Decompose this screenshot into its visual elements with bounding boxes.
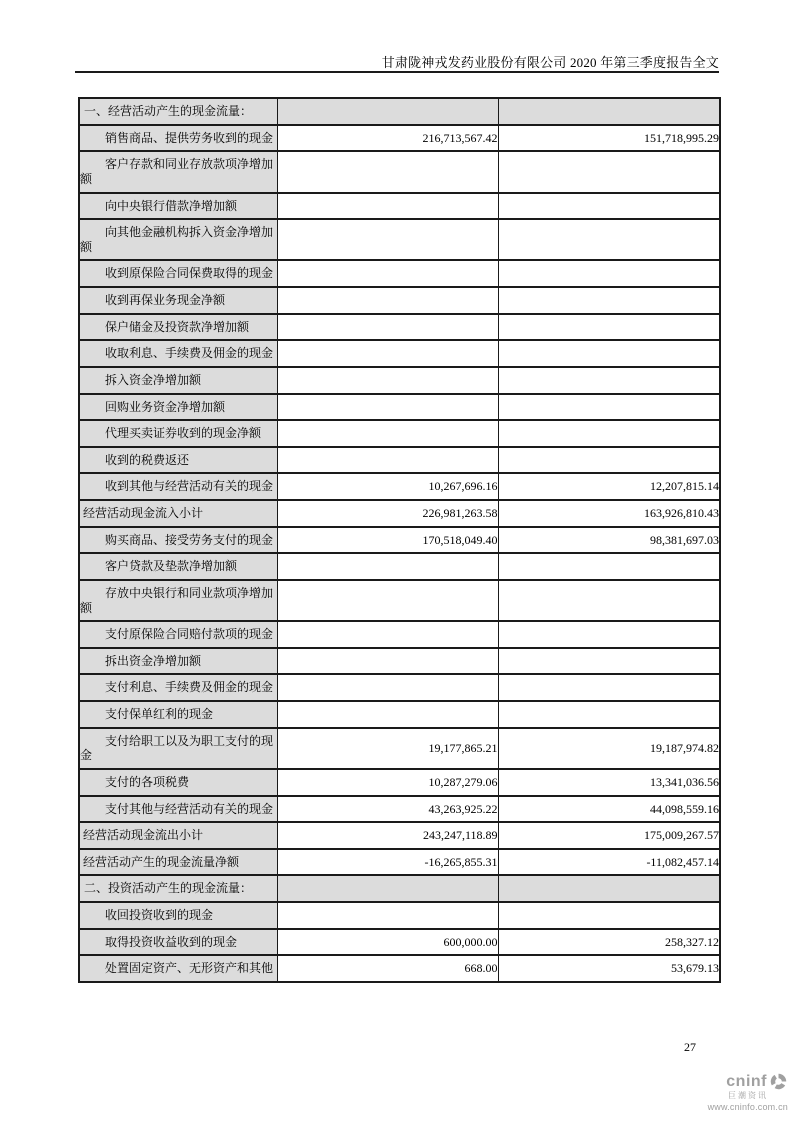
row-label: 代理买卖证券收到的现金净额	[79, 420, 277, 447]
table-row	[79, 822, 720, 849]
table-row	[79, 769, 720, 796]
row-label: 处置固定资产、无形资产和其他	[79, 955, 277, 982]
table-row	[79, 875, 720, 902]
row-label: 客户存款和同业存放款项净增加额	[79, 151, 277, 192]
row-label: 拆入资金净增加额	[79, 367, 277, 394]
table-row	[79, 367, 720, 394]
prior-period-value: 175,009,267.57	[498, 822, 720, 849]
prior-period-value	[498, 193, 720, 220]
current-period-value: 170,518,049.40	[277, 527, 498, 554]
row-label: 支付给职工以及为职工支付的现金	[79, 728, 277, 769]
table-row	[79, 394, 720, 421]
prior-period-value	[498, 701, 720, 728]
cninfo-website: www.cninfo.com.cn	[707, 1102, 788, 1112]
row-label: 向中央银行借款净增加额	[79, 193, 277, 220]
cash-flow-table-body	[79, 98, 720, 982]
current-period-value	[277, 447, 498, 474]
cash-flow-table	[78, 97, 721, 983]
current-period-value: 243,247,118.89	[277, 822, 498, 849]
current-period-value: 10,267,696.16	[277, 473, 498, 500]
prior-period-value: -11,082,457.14	[498, 849, 720, 876]
table-row	[79, 580, 720, 621]
row-label: 支付其他与经营活动有关的现金	[79, 796, 277, 823]
table-row	[79, 621, 720, 648]
prior-period-value: 19,187,974.82	[498, 728, 720, 769]
prior-period-value	[498, 447, 720, 474]
prior-period-value	[498, 580, 720, 621]
row-label: 支付的各项税费	[79, 769, 277, 796]
table-row	[79, 500, 720, 527]
table-row	[79, 796, 720, 823]
table-row	[79, 527, 720, 554]
current-period-value: -16,265,855.31	[277, 849, 498, 876]
row-label: 经营活动产生的现金流量净额	[79, 849, 277, 876]
prior-period-value: 53,679.13	[498, 955, 720, 982]
prior-period-value	[498, 420, 720, 447]
row-label: 支付利息、手续费及佣金的现金	[79, 674, 277, 701]
prior-period-value	[498, 674, 720, 701]
current-period-value: 10,287,279.06	[277, 769, 498, 796]
row-label: 收到其他与经营活动有关的现金	[79, 473, 277, 500]
current-period-value	[277, 701, 498, 728]
table-row	[79, 193, 720, 220]
row-label: 保户储金及投资款净增加额	[79, 314, 277, 341]
table-row	[79, 849, 720, 876]
prior-period-value: 44,098,559.16	[498, 796, 720, 823]
prior-period-value	[498, 151, 720, 192]
page-header-title: 甘肃陇神戎发药业股份有限公司 2020 年第三季度报告全文	[381, 55, 719, 70]
cash-flow-statement	[78, 97, 719, 983]
table-row	[79, 955, 720, 982]
row-label: 拆出资金净增加额	[79, 648, 277, 675]
table-row	[79, 648, 720, 675]
prior-period-value	[498, 98, 720, 125]
table-row	[79, 287, 720, 314]
prior-period-value	[498, 287, 720, 314]
current-period-value	[277, 648, 498, 675]
table-row	[79, 219, 720, 260]
prior-period-value	[498, 875, 720, 902]
row-label: 收到的税费返还	[79, 447, 277, 474]
row-label: 收取利息、手续费及佣金的现金	[79, 340, 277, 367]
table-row	[79, 929, 720, 956]
row-label: 收到原保险合同保费取得的现金	[79, 260, 277, 287]
table-row	[79, 553, 720, 580]
current-period-value: 216,713,567.42	[277, 125, 498, 152]
row-label: 收回投资收到的现金	[79, 902, 277, 929]
table-row	[79, 151, 720, 192]
table-row	[79, 314, 720, 341]
table-row	[79, 420, 720, 447]
prior-period-value: 151,718,995.29	[498, 125, 720, 152]
table-row	[79, 674, 720, 701]
table-row	[79, 728, 720, 769]
row-label: 销售商品、提供劳务收到的现金	[79, 125, 277, 152]
current-period-value	[277, 902, 498, 929]
row-label: 支付保单红利的现金	[79, 701, 277, 728]
cninfo-logo	[688, 1072, 788, 1112]
header-rule	[75, 71, 719, 73]
row-label: 一、经营活动产生的现金流量：	[79, 98, 277, 125]
row-label: 二、投资活动产生的现金流量：	[79, 875, 277, 902]
table-row	[79, 340, 720, 367]
current-period-value	[277, 580, 498, 621]
current-period-value	[277, 98, 498, 125]
current-period-value: 19,177,865.21	[277, 728, 498, 769]
table-row	[79, 125, 720, 152]
row-label: 经营活动现金流入小计	[79, 500, 277, 527]
page-number: 27	[684, 1040, 696, 1054]
prior-period-value	[498, 314, 720, 341]
prior-period-value	[498, 902, 720, 929]
row-label: 取得投资收益收到的现金	[79, 929, 277, 956]
prior-period-value	[498, 340, 720, 367]
current-period-value	[277, 193, 498, 220]
current-period-value	[277, 340, 498, 367]
table-row	[79, 98, 720, 125]
prior-period-value	[498, 394, 720, 421]
current-period-value: 600,000.00	[277, 929, 498, 956]
row-label: 经营活动现金流出小计	[79, 822, 277, 849]
table-row	[79, 260, 720, 287]
prior-period-value: 258,327.12	[498, 929, 720, 956]
prior-period-value	[498, 219, 720, 260]
prior-period-value	[498, 260, 720, 287]
current-period-value	[277, 621, 498, 648]
current-period-value	[277, 553, 498, 580]
table-row	[79, 701, 720, 728]
current-period-value	[277, 314, 498, 341]
current-period-value: 668.00	[277, 955, 498, 982]
row-label: 存放中央银行和同业款项净增加额	[79, 580, 277, 621]
current-period-value	[277, 260, 498, 287]
cninfo-brand-text: cninf	[726, 1072, 767, 1090]
row-label: 回购业务资金净增加额	[79, 394, 277, 421]
prior-period-value	[498, 553, 720, 580]
current-period-value	[277, 367, 498, 394]
current-period-value	[277, 875, 498, 902]
table-row	[79, 902, 720, 929]
cninfo-chinese-name: 巨潮资讯	[728, 1091, 768, 1100]
prior-period-value: 12,207,815.14	[498, 473, 720, 500]
prior-period-value	[498, 621, 720, 648]
cninfo-swirl-icon	[769, 1072, 788, 1091]
table-row	[79, 447, 720, 474]
prior-period-value: 163,926,810.43	[498, 500, 720, 527]
current-period-value: 226,981,263.58	[277, 500, 498, 527]
prior-period-value: 98,381,697.03	[498, 527, 720, 554]
row-label: 收到再保业务现金净额	[79, 287, 277, 314]
current-period-value: 43,263,925.22	[277, 796, 498, 823]
table-row	[79, 473, 720, 500]
prior-period-value	[498, 648, 720, 675]
current-period-value	[277, 287, 498, 314]
prior-period-value: 13,341,036.56	[498, 769, 720, 796]
prior-period-value	[498, 367, 720, 394]
row-label: 客户贷款及垫款净增加额	[79, 553, 277, 580]
current-period-value	[277, 219, 498, 260]
current-period-value	[277, 674, 498, 701]
row-label: 购买商品、接受劳务支付的现金	[79, 527, 277, 554]
current-period-value	[277, 151, 498, 192]
row-label: 支付原保险合同赔付款项的现金	[79, 621, 277, 648]
current-period-value	[277, 420, 498, 447]
row-label: 向其他金融机构拆入资金净增加额	[79, 219, 277, 260]
current-period-value	[277, 394, 498, 421]
